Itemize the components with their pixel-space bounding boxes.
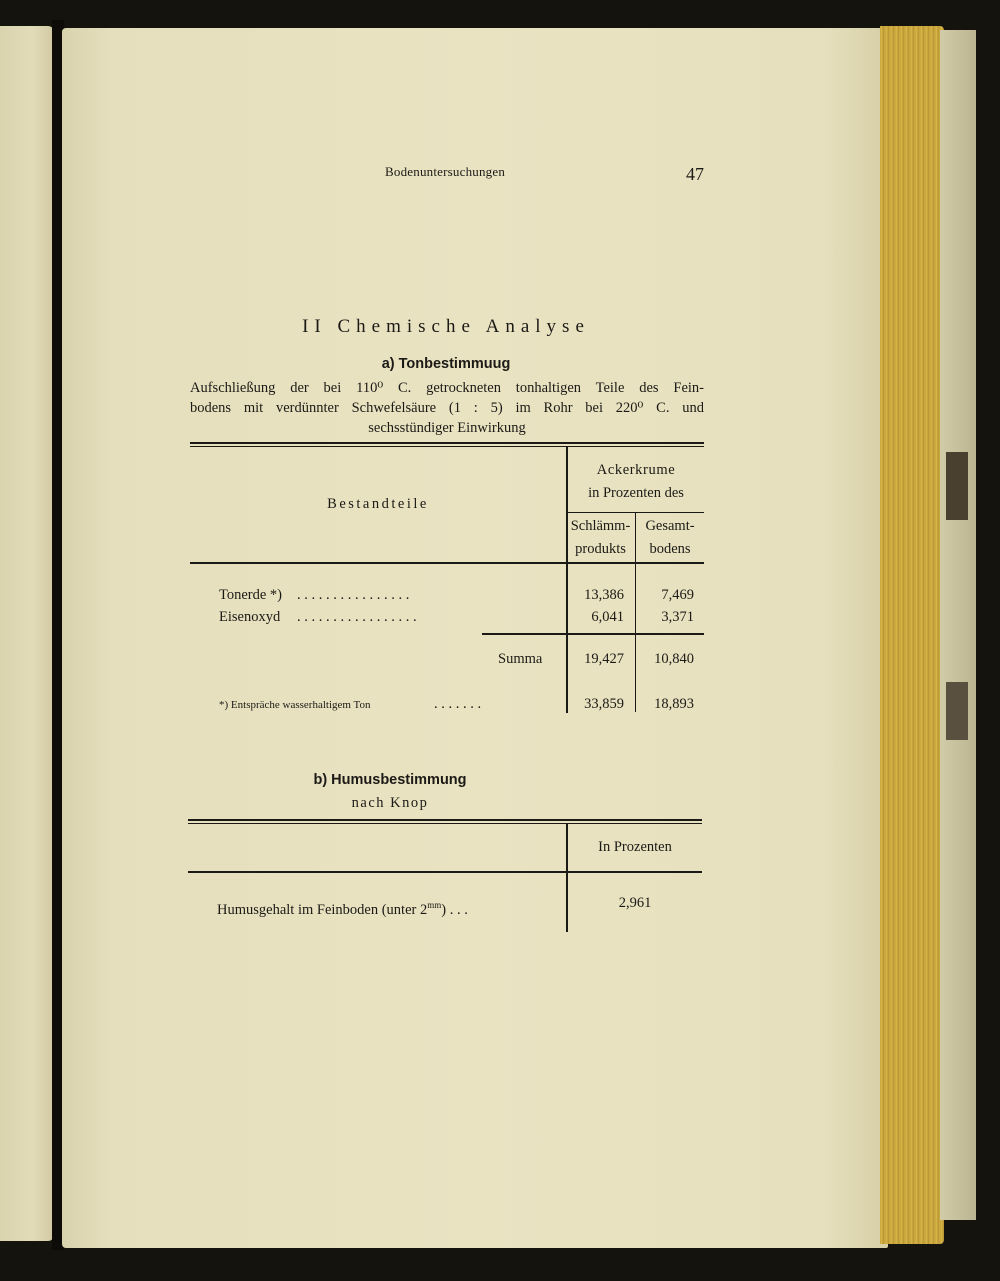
section-title: II Chemische Analyse xyxy=(302,316,590,337)
sub-header: bodens xyxy=(649,541,691,557)
row-leader: ) . . . xyxy=(441,901,468,918)
row-leader: . . . . . . . . . . . . . . . . xyxy=(297,587,410,603)
row-label-text: Humusgehalt im Feinboden (unter 2 xyxy=(217,901,428,918)
unit-superscript: mm xyxy=(427,900,442,910)
table-cell: 10,840 xyxy=(654,651,694,667)
row-label: Tonerde *) xyxy=(219,587,282,603)
description-line: sechsstündiger Einwirkung xyxy=(368,420,526,436)
bookmark-tab xyxy=(946,452,968,520)
table-cell: 19,427 xyxy=(584,651,624,667)
book-page xyxy=(62,28,888,1248)
sub-header: Gesamt- xyxy=(645,518,695,534)
page-stack-edge xyxy=(880,26,944,1244)
group-header: Ackerkrume xyxy=(596,462,676,478)
table-cell: 7,469 xyxy=(661,587,694,603)
sub-header: produkts xyxy=(575,541,626,557)
table-cell: 6,041 xyxy=(591,609,624,625)
group-header: in Prozenten des xyxy=(588,485,684,501)
summa-label: Summa xyxy=(498,651,543,667)
table-cell: 33,859 xyxy=(584,696,624,712)
description xyxy=(190,378,704,438)
column-header: Bestandteile xyxy=(327,496,429,512)
table-cell: 2,961 xyxy=(618,895,652,911)
subsection-b-title: b) Humusbestimmung xyxy=(313,772,467,788)
table-rule xyxy=(190,562,704,564)
bookmark-tab xyxy=(946,682,968,740)
table-cell: 3,371 xyxy=(661,609,694,625)
row-leader: . . . . . . . . . . . . . . . . . xyxy=(297,609,417,625)
table-rule xyxy=(482,633,704,635)
row-label: Eisenoxyd xyxy=(219,609,281,625)
footnote-label: *) Entspräche wasserhaltigem Ton xyxy=(219,699,371,711)
description-line: Aufschließung der bei 110⁰ C. getrockneten tonhaltigen Teile des Fein- xyxy=(190,380,704,396)
table-rule xyxy=(190,446,704,447)
column-header: In Prozenten xyxy=(598,839,672,855)
page-number: 47 xyxy=(686,164,704,184)
table-rule xyxy=(190,442,704,444)
subsection-a-title: a) Tonbestimmuug xyxy=(381,356,511,372)
table-rule xyxy=(188,871,702,873)
left-page-edge xyxy=(0,26,54,1241)
row-leader: . . . . . . . xyxy=(434,696,482,712)
table-cell: 18,893 xyxy=(654,696,694,712)
running-head: Bodenuntersuchungen xyxy=(385,164,506,179)
table-rule xyxy=(188,819,702,821)
book-cover xyxy=(940,30,976,1220)
row-label xyxy=(217,900,468,919)
subsection-b-subtitle: nach Knop xyxy=(351,795,429,811)
sub-header: Schlämm- xyxy=(570,518,631,534)
description-line: bodens mit verdünnter Schwefelsäure (1 : 5) im Rohr bei 220⁰ C. und xyxy=(190,400,704,416)
table-cell: 13,386 xyxy=(584,587,624,603)
table-rule xyxy=(188,823,702,824)
